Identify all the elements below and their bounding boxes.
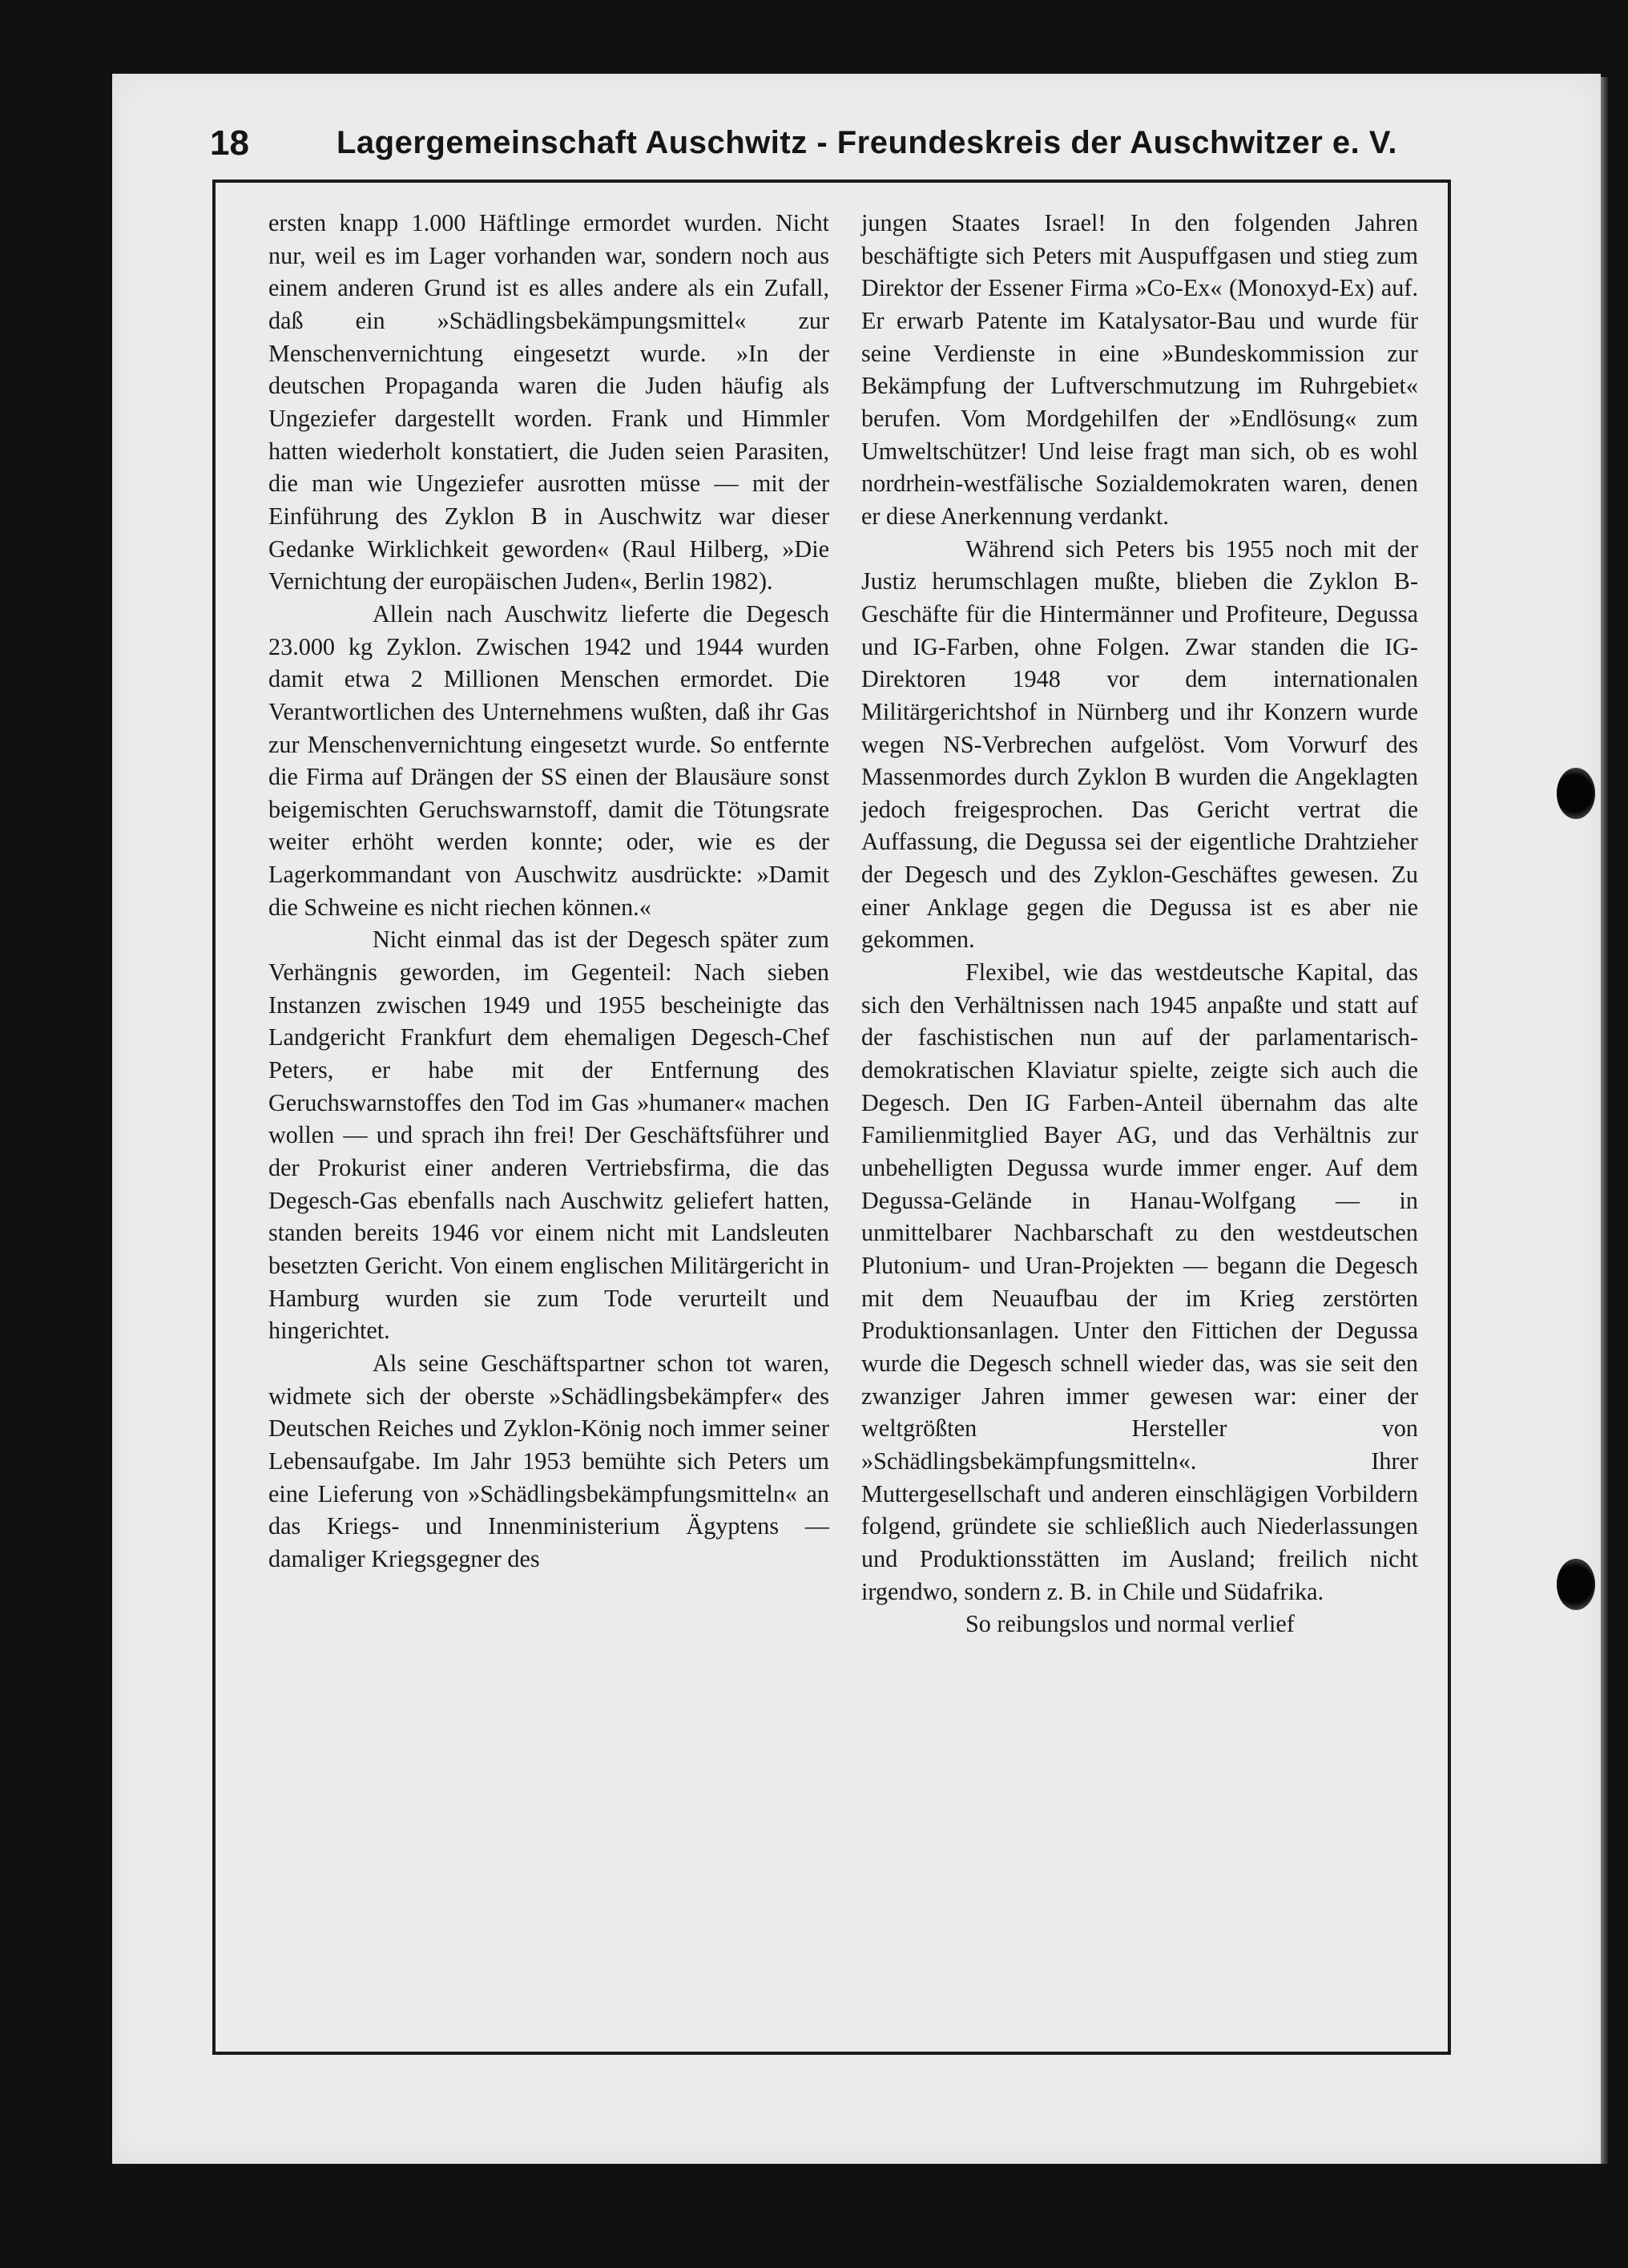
paragraph: jungen Staates Israel! In den folgenden Jahren beschäftigte sich Peters mit Auspuffgasen und stieg zum Direktor der Essener Firma »Co-Ex« (Monoxyd-Ex) auf. Er erwarb Patente im Katalysator-Bau und wurde für seine Verdienste in eine »Bundeskommission zur Bekämpfung der Luftverschmutzung im Ruhrgebiet« berufen. Vom Mordgehilfen der »Endlösung« zum Umweltschützer! Und leise fragt man sich, ob es wohl nordrhein-westfälische Sozialdemokraten waren, denen er diese Anerkennung verdankt. [861,209,1418,530]
running-title: Lagergemeinschaft Auschwitz - Freundeskreis der Auschwitzer e. V. [336,125,1398,160]
page-number: 18 [210,123,249,163]
left-column [268,207,829,1576]
paragraph: Flexibel, wie das westdeutsche Kapital, das sich den Verhältnissen nach 1945 anpaßte und statt auf der faschistischen nun auf der parlamentarisch-demokratischen Klaviatur spielte, zeigte sich auch die Degesch. Den IG Farben-Anteil übernahm das alte Familienmitglied Bayer AG, und das Verhältnis zur unbehelligten Degussa wurde immer enger. Auf dem Degussa-Gelände in Hanau-Wolfgang — in unmittelbarer Nachbarschaft zu den westdeutschen Plutonium- und Uran-Projekten — begann die Degesch mit dem Neuaufbau der im Krieg zerstörten Produktionsanlagen. Unter den Fittichen der Degussa wurde die Degesch schnell wieder das, was sie seit den zwanziger Jahren immer gewesen war: einer der weltgrößten Hersteller von »Schädlingsbekämpfungsmitteln«. Ihrer Muttergesellschaft und anderen einschlägigen Vorbildern folgend, gründete sie schließlich auch Niederlassungen und Produktionsstätten im Ausland; freilich nicht irgendwo, sondern z. B. in Chile und Südafrika. [861,958,1418,1605]
document-page [112,74,1601,2164]
paragraph: Allein nach Auschwitz lieferte die Degesch 23.000 kg Zyklon. Zwischen 1942 und 1944 wurden damit etwa 2 Millionen Menschen ermordet. Die Verantwortlichen des Unternehmens wußten, daß ihr Gas zur Menschenvernichtung eingesetzt wurde. So entfernte die Firma auf Drängen der SS einen der Blausäure sonst beigemischten Geruchswarnstoff, damit die Tötungsrate weiter erhöht werden konnte; oder, wie es der Lagerkommandant von Auschwitz ausdrückte: »Damit die Schweine es nicht riechen können.« [268,599,829,921]
paragraph: ersten knapp 1.000 Häftlinge ermordet wurden. Nicht nur, weil es im Lager vorhanden war, sondern noch aus einem anderen Grund ist es alles andere als ein Zufall, daß ein »Schädlingsbekämpungsmittel« zur Menschenvernichtung eingesetzt wurde. »In der deutschen Propaganda waren die Juden häufig als Ungeziefer dargestellt worden. Frank und Himmler hatten wiederholt konstatiert, die Juden seien Parasiten, die man wie Ungeziefer ausrotten müsse — mit der Einführung des Zyklon B in Auschwitz war dieser Gedanke Wirklichkeit geworden« (Raul Hilberg, »Die Vernichtung der europäischen Juden«, Berlin 1982). [268,209,829,595]
punch-hole [1557,1559,1595,1610]
paragraph: Nicht einmal das ist der Degesch später zum Verhängnis geworden, im Gegenteil: Nach sieben Instanzen zwischen 1949 und 1955 bescheinigte das Landgericht Frankfurt dem ehemaligen Degesch-Chef Peters, er habe mit der Entfernung des Geruchswarnstoffes den Tod im Gas »humaner« machen wollen — und sprach ihn frei! Der Geschäftsführer und der Prokurist einer anderen Vertriebsfirma, die das Degesch-Gas ebenfalls nach Auschwitz geliefert hatten, standen bereits 1946 vor einem nicht mit Landsleuten besetzten Gericht. Von einem englischen Militärgericht in Hamburg wurden sie zum Tode verurteilt und hingerichtet. [268,926,829,1345]
right-column [861,207,1418,1640]
punch-hole [1557,768,1595,819]
paragraph: Als seine Geschäftspartner schon tot waren, widmete sich der oberste »Schädlingsbekämpfer« des Deutschen Reiches und Zyklon-König noch immer seiner Lebensaufgabe. Im Jahr 1953 bemühte sich Peters um eine Lieferung von »Schädlingsbekämpfungsmitteln« an das Kriegs- und Innenministerium Ägyptens — damaliger Kriegsgegner des [268,1349,829,1572]
paragraph: Während sich Peters bis 1955 noch mit der Justiz herumschlagen mußte, blieben die Zyklon B-Geschäfte für die Hintermänner und Profiteure, Degussa und IG-Farben, ohne Folgen. Zwar standen die IG-Direktoren 1948 vor dem internationalen Militärgerichtshof in Nürnberg und ihr Konzern wurde wegen NS-Verbrechen aufgelöst. Vom Vorwurf des Massenmordes durch Zyklon B wurden die Angeklagten jedoch freigesprochen. Das Gericht vertrat die Auffassung, die Degussa sei der eigentliche Drahtzieher der Degesch und des Zyklon-Geschäftes gewesen. Zu einer Anklage gegen die Degussa ist es aber nie gekommen. [861,535,1418,954]
paragraph: So reibungslos und normal verlief [965,1610,1295,1638]
